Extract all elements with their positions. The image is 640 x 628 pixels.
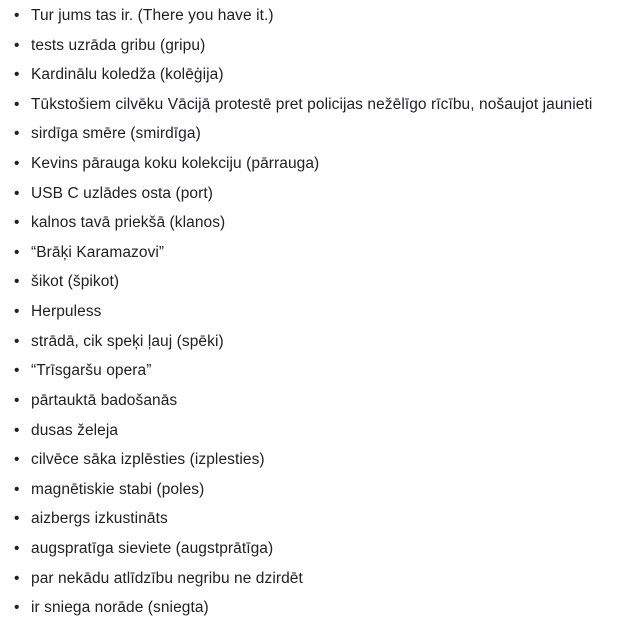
- list-item: [12, 302, 630, 323]
- list-item-text: • USB C uzlādes osta (port): [31, 184, 213, 202]
- list-item: [12, 509, 630, 530]
- list-item: [12, 480, 630, 501]
- list-item: [12, 243, 630, 264]
- list-item-text: • tests uzrāda gribu (gripu): [31, 36, 206, 54]
- list-item-text: • Kardinālu koledža (kolēģija): [31, 66, 224, 84]
- list-item-text: • pārtauktā badošanās: [31, 391, 178, 409]
- list-item: [12, 421, 630, 442]
- list-item-text: • šikot (špikot): [31, 273, 120, 291]
- list-item: [12, 6, 630, 27]
- list-item: [12, 332, 630, 353]
- list-item: [12, 450, 630, 471]
- list-item: [12, 391, 630, 412]
- list-item-text: • aizbergs izkustināts: [31, 510, 168, 528]
- list-item-text: • dusas želeja: [31, 421, 119, 439]
- list-item: [12, 36, 630, 57]
- list-item: [12, 569, 630, 590]
- list-item: [12, 124, 630, 145]
- list-item-text: • par nekādu atlīdzību negribu ne dzirdēt: [31, 569, 303, 587]
- list-item-text: • Tur jums tas ir. (There you have it.): [31, 7, 274, 24]
- list-item: [12, 361, 630, 382]
- list-item: [12, 95, 630, 116]
- list-item: [12, 213, 630, 234]
- list-item: [12, 598, 630, 619]
- list-item-text: • magnētiskie stabi (poles): [31, 480, 205, 498]
- list-item-text: • Tūkstošiem cilvēku Vācijā protestē pret policijas nežēlīgo rīcību, nošaujot jaunieti: [31, 95, 593, 113]
- list-item-text: • kalnos tavā priekšā (klanos): [31, 214, 226, 232]
- list-item: [12, 272, 630, 293]
- list-item-text: • augspratīga sieviete (augstprātīga): [31, 539, 274, 557]
- list-item: [12, 154, 630, 175]
- error-list: [12, 6, 630, 619]
- list-item: [12, 184, 630, 205]
- list-item-text: • “Brāķi Karamazovi”: [31, 243, 165, 261]
- list-item-text: • sirdīga smēre (smirdīga): [31, 125, 201, 143]
- list-item-text: • ir sniega norāde (sniegta): [31, 599, 209, 617]
- list-item-text: • strādā, cik speķi ļauj (spēki): [31, 332, 224, 350]
- list-item: [12, 65, 630, 86]
- list-item: [12, 539, 630, 560]
- list-item-text: • Herpuless: [31, 303, 102, 321]
- list-item-text: • cilvēce sāka izplēsties (izplesties): [31, 451, 265, 469]
- list-item-text: • Kevins pārauga koku kolekciju (pārrauga): [31, 155, 320, 173]
- list-item-text: • “Trīsgaršu opera”: [31, 362, 152, 380]
